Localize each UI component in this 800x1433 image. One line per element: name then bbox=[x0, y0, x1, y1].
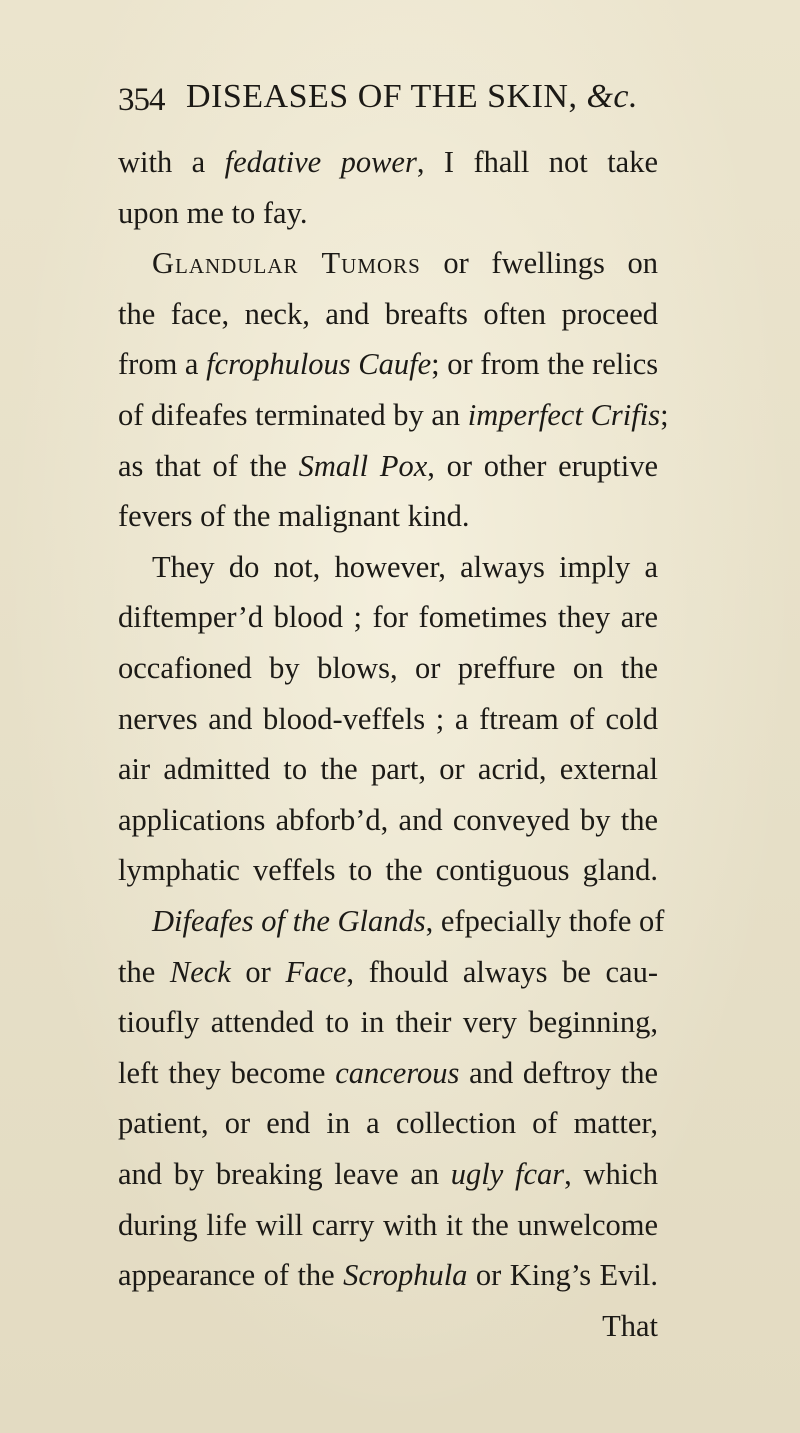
text-line bbox=[118, 1149, 658, 1199]
text-line bbox=[118, 339, 658, 389]
italic-text: Difeafes of the Glands bbox=[152, 904, 426, 938]
text-segment: during life will carry with it the unwelcome bbox=[118, 1207, 658, 1242]
text-segment: as that of the bbox=[118, 448, 299, 483]
text-segment: nerves and blood-veffels ; a ftream of cold bbox=[118, 701, 658, 736]
text-segment: diftemper’d blood ; for fometimes they are bbox=[118, 600, 658, 635]
text-segment: or bbox=[230, 954, 286, 989]
text-line bbox=[118, 1250, 658, 1300]
text-line bbox=[118, 997, 658, 1047]
small-caps-text: Glandular Tumors bbox=[152, 246, 421, 281]
text-line bbox=[118, 592, 658, 642]
text-line bbox=[118, 1048, 658, 1098]
italic-text: Neck bbox=[169, 954, 231, 989]
text-line bbox=[152, 542, 658, 592]
page-header bbox=[0, 78, 800, 122]
text-segment: lymphatic veffels to the contiguous gland. bbox=[118, 853, 658, 888]
text-line bbox=[118, 441, 658, 491]
text-segment: or fwellings on bbox=[420, 246, 658, 281]
italic-text: fcrophulous Caufe bbox=[206, 347, 432, 382]
text-line bbox=[118, 744, 658, 794]
text-segment: from a bbox=[118, 347, 207, 382]
text-segment: with a bbox=[118, 145, 225, 179]
running-head-title: DISEASES OF THE SKIN, bbox=[186, 78, 578, 115]
text-segment: They do not, however, always imply a bbox=[152, 549, 658, 584]
text-segment: and deftroy the bbox=[459, 1055, 658, 1090]
italic-text: Face bbox=[285, 954, 347, 989]
text-segment: the face, neck, and breafts often proceed bbox=[118, 296, 658, 331]
text-segment: the bbox=[118, 954, 170, 989]
catchword: That bbox=[602, 1308, 658, 1343]
italic-text: ugly fcar bbox=[450, 1157, 565, 1191]
text-segment: fevers of the malignant kind. bbox=[118, 499, 470, 534]
italic-text: cancerous bbox=[335, 1055, 460, 1090]
text-segment: occafioned by blows, or preffure on the bbox=[118, 651, 658, 685]
text-segment: , which bbox=[564, 1157, 658, 1191]
italic-text: fedative power bbox=[224, 145, 417, 179]
text-segment: , I fhall not take bbox=[416, 145, 658, 179]
text-line bbox=[118, 947, 658, 997]
text-line bbox=[118, 845, 658, 895]
text-line bbox=[118, 643, 658, 693]
text-line bbox=[118, 694, 658, 744]
italic-text: Small Pox bbox=[298, 448, 428, 483]
text-segment: tioufly attended to in their very beginning, bbox=[118, 1005, 658, 1040]
page-number: 354 bbox=[118, 82, 165, 118]
text-segment: , efpecially thofe of bbox=[425, 904, 665, 938]
italic-text: Scrophula bbox=[343, 1258, 468, 1293]
text-line bbox=[118, 1200, 658, 1250]
text-segment: applications abforb’d, and conveyed by the bbox=[118, 802, 658, 837]
text-line bbox=[118, 1098, 658, 1148]
text-segment: ; bbox=[660, 398, 669, 432]
text-segment: air admitted to the part, or acrid, external bbox=[118, 752, 658, 787]
text-line bbox=[118, 188, 658, 238]
text-line bbox=[152, 896, 665, 946]
text-segment: ; or from the relics bbox=[431, 347, 659, 382]
text-segment: patient, or end in a collection of matter, bbox=[118, 1106, 658, 1141]
text-segment: and by breaking leave an bbox=[118, 1157, 451, 1191]
text-line bbox=[152, 238, 658, 288]
text-segment: or King’s Evil. bbox=[467, 1258, 658, 1293]
text-segment: upon me to fay. bbox=[118, 195, 308, 230]
text-segment: , or other eruptive bbox=[427, 448, 658, 483]
text-line bbox=[118, 390, 669, 440]
running-head-etc: &c. bbox=[586, 78, 639, 115]
text-line bbox=[118, 491, 658, 541]
running-head bbox=[186, 78, 638, 116]
text-line bbox=[118, 289, 658, 339]
text-segment: appearance of the bbox=[118, 1258, 344, 1293]
text-segment: of difeafes terminated by an bbox=[118, 398, 468, 432]
text-segment: , fhould always be cau- bbox=[346, 954, 658, 989]
text-line bbox=[118, 137, 658, 187]
italic-text: imperfect Crifis bbox=[467, 398, 661, 432]
text-segment: left they become bbox=[118, 1055, 336, 1090]
text-line bbox=[118, 795, 658, 845]
